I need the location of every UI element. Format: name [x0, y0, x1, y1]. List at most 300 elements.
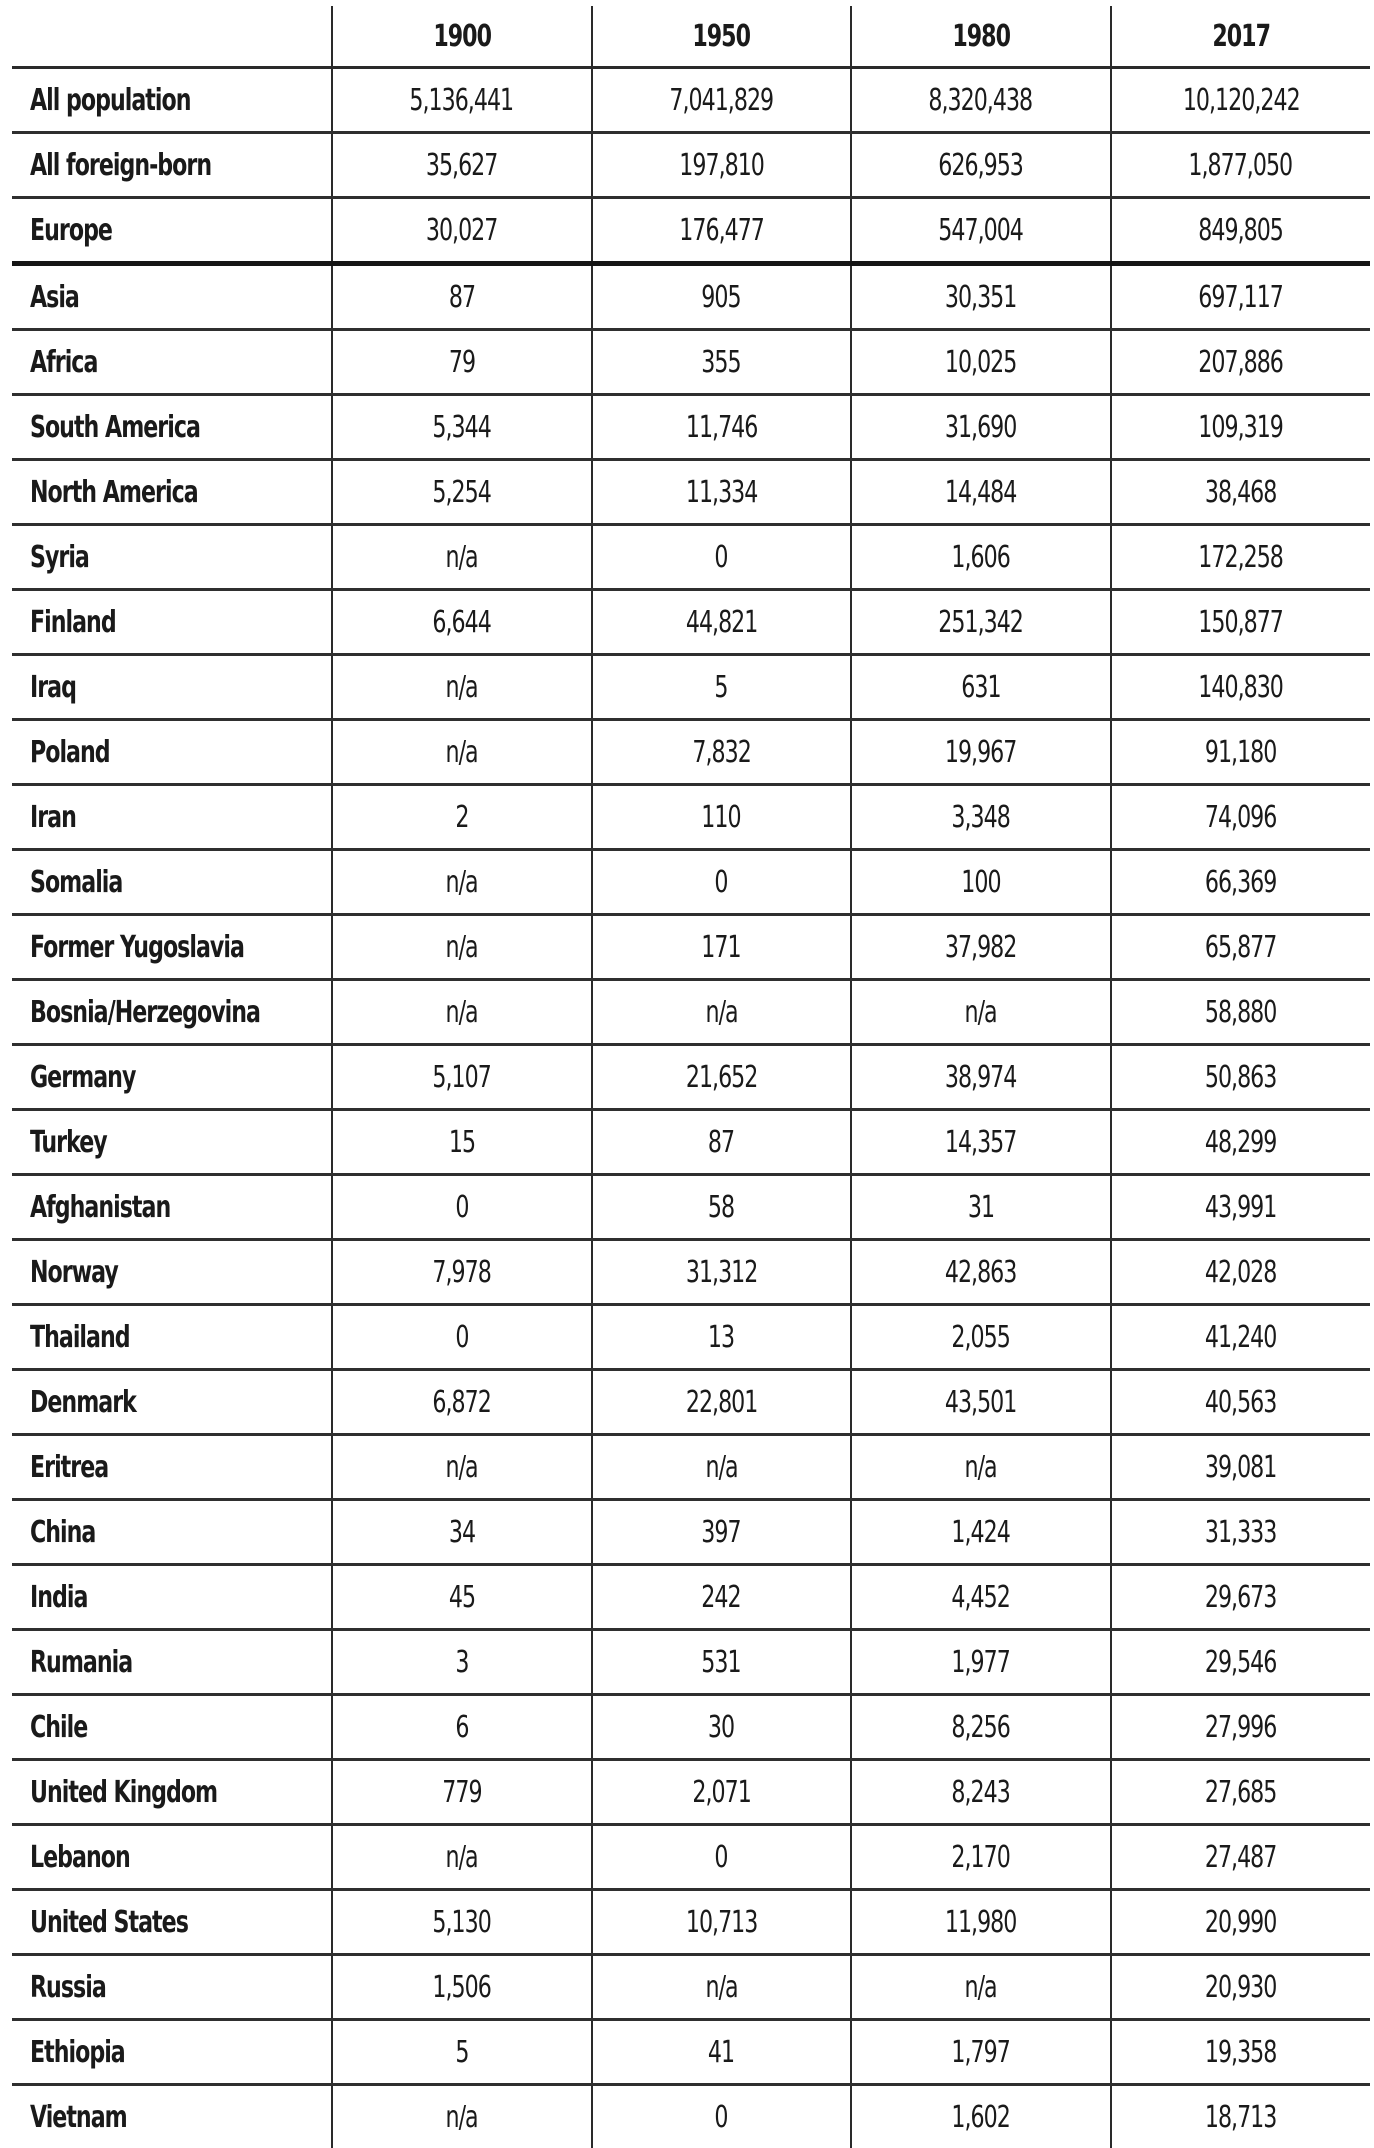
value-cell-2017 — [1111, 1760, 1371, 1825]
cell-value: 0 — [455, 1190, 468, 1225]
table-row — [12, 2020, 1370, 2085]
value-cell-1950 — [592, 525, 852, 590]
value-cell-1900 — [332, 330, 592, 395]
cell-value: 11,746 — [685, 410, 757, 445]
cell-value: 10,120,242 — [1182, 83, 1299, 118]
table-row — [12, 1955, 1370, 2020]
table-row — [12, 1045, 1370, 1110]
cell-value: 631 — [961, 670, 1000, 705]
value-cell-2017 — [1111, 1955, 1371, 2020]
table-row — [12, 1435, 1370, 1500]
row-label: Thailand — [30, 1320, 130, 1355]
cell-value: 11,980 — [945, 1905, 1017, 1940]
cell-value: 5 — [715, 670, 728, 705]
value-cell-1900 — [332, 1630, 592, 1695]
cell-value: 0 — [455, 1320, 468, 1355]
value-cell-1950 — [592, 1630, 852, 1695]
value-cell-1900 — [332, 915, 592, 980]
cell-value: 42,863 — [945, 1255, 1017, 1290]
cell-value: 2,071 — [692, 1775, 750, 1810]
value-cell-2017 — [1111, 68, 1371, 133]
value-cell-2017 — [1111, 2020, 1371, 2085]
cell-value: 41 — [708, 2035, 734, 2070]
cell-value: 197,810 — [679, 148, 764, 183]
cell-value: 1,602 — [952, 2100, 1010, 2135]
value-cell-1900 — [332, 525, 592, 590]
cell-value: 3,348 — [952, 800, 1010, 835]
cell-value: 31,312 — [685, 1255, 757, 1290]
cell-value: 13 — [708, 1320, 734, 1355]
row-label-cell — [12, 1695, 332, 1760]
row-label-cell — [12, 1955, 332, 2020]
cell-value: n/a — [705, 1970, 737, 2005]
value-cell-1900 — [332, 785, 592, 850]
value-cell-1980 — [851, 1565, 1111, 1630]
value-cell-1900 — [332, 2020, 592, 2085]
cell-value: 355 — [702, 345, 741, 380]
cell-value: 11,334 — [685, 475, 757, 510]
row-label: Rumania — [30, 1645, 132, 1680]
row-label-cell — [12, 1565, 332, 1630]
column-header-label: 2017 — [1212, 19, 1270, 54]
cell-value: 2 — [455, 800, 468, 835]
value-cell-1980 — [851, 915, 1111, 980]
cell-value: 91,180 — [1205, 735, 1277, 770]
row-label-cell — [12, 525, 332, 590]
cell-value: 5,130 — [433, 1905, 491, 1940]
cell-value: 140,830 — [1198, 670, 1283, 705]
cell-value: 2,055 — [952, 1320, 1010, 1355]
column-header-label: 1980 — [952, 19, 1010, 54]
cell-value: 6 — [455, 1710, 468, 1745]
row-label-cell — [12, 460, 332, 525]
column-header-label: 1900 — [433, 19, 491, 54]
value-cell-1980 — [851, 590, 1111, 655]
table-row — [12, 1240, 1370, 1305]
cell-value: n/a — [446, 1450, 478, 1485]
cell-value: 10,025 — [945, 345, 1017, 380]
cell-value: 27,685 — [1205, 1775, 1277, 1810]
value-cell-1950 — [592, 395, 852, 460]
cell-value: 18,713 — [1205, 2100, 1277, 2135]
cell-value: 0 — [715, 540, 728, 575]
row-label-cell — [12, 1890, 332, 1955]
cell-value: 7,978 — [433, 1255, 491, 1290]
value-cell-2017 — [1111, 133, 1371, 198]
cell-value: 38,468 — [1205, 475, 1277, 510]
row-label: United States — [30, 1905, 188, 1940]
cell-value: 849,805 — [1198, 213, 1283, 248]
row-label: Asia — [30, 280, 79, 315]
row-label-cell — [12, 133, 332, 198]
cell-value: 58 — [708, 1190, 734, 1225]
row-label-cell — [12, 850, 332, 915]
cell-value: 66,369 — [1205, 865, 1277, 900]
value-cell-1950 — [592, 1760, 852, 1825]
cell-value: 29,546 — [1205, 1645, 1277, 1680]
cell-value: 20,990 — [1205, 1905, 1277, 1940]
value-cell-2017 — [1111, 1045, 1371, 1110]
cell-value: 31,333 — [1205, 1515, 1277, 1550]
cell-value: 0 — [715, 865, 728, 900]
table-row — [12, 395, 1370, 460]
header-corner-cell — [12, 6, 332, 68]
value-cell-2017 — [1111, 460, 1371, 525]
cell-value: 87 — [449, 280, 475, 315]
value-cell-1980 — [851, 525, 1111, 590]
column-header-label: 1950 — [692, 19, 750, 54]
cell-value: 0 — [715, 2100, 728, 2135]
cell-value: 100 — [961, 865, 1000, 900]
value-cell-1980 — [851, 1890, 1111, 1955]
row-label: Iran — [30, 800, 76, 835]
row-label: Eritrea — [30, 1450, 108, 1485]
row-label-cell — [12, 980, 332, 1045]
row-label-cell — [12, 720, 332, 785]
cell-value: 697,117 — [1198, 280, 1283, 315]
value-cell-1980 — [851, 1630, 1111, 1695]
value-cell-2017 — [1111, 1500, 1371, 1565]
value-cell-1950 — [592, 68, 852, 133]
value-cell-1950 — [592, 460, 852, 525]
cell-value: 34 — [449, 1515, 475, 1550]
value-cell-1900 — [332, 980, 592, 1045]
cell-value: 1,797 — [952, 2035, 1010, 2070]
cell-value: 7,041,829 — [669, 83, 773, 118]
cell-value: n/a — [965, 1970, 997, 2005]
row-label: Syria — [30, 540, 89, 575]
value-cell-1900 — [332, 1955, 592, 2020]
row-label: South America — [30, 410, 200, 445]
cell-value: n/a — [446, 865, 478, 900]
table-row — [12, 1565, 1370, 1630]
cell-value: 207,886 — [1198, 345, 1283, 380]
value-cell-1950 — [592, 1370, 852, 1435]
row-label: China — [30, 1515, 95, 1550]
row-label-cell — [12, 1435, 332, 1500]
table-row — [12, 1630, 1370, 1695]
cell-value: 779 — [442, 1775, 481, 1810]
value-cell-1900 — [332, 720, 592, 785]
cell-value: 8,243 — [952, 1775, 1010, 1810]
cell-value: 30 — [708, 1710, 734, 1745]
cell-value: 171 — [702, 930, 741, 965]
cell-value: 1,606 — [952, 540, 1010, 575]
row-label: Germany — [30, 1060, 135, 1095]
value-cell-1980 — [851, 2085, 1111, 2148]
cell-value: 40,563 — [1205, 1385, 1277, 1420]
foreign-born-population-table — [12, 6, 1370, 2148]
table-row — [12, 1825, 1370, 1890]
table-row — [12, 460, 1370, 525]
cell-value: 7,832 — [692, 735, 750, 770]
table-row — [12, 1305, 1370, 1370]
cell-value: 31 — [968, 1190, 994, 1225]
cell-value: 6,644 — [433, 605, 491, 640]
value-cell-1980 — [851, 1760, 1111, 1825]
value-cell-1900 — [332, 68, 592, 133]
cell-value: n/a — [446, 2100, 478, 2135]
value-cell-2017 — [1111, 264, 1371, 330]
cell-value: 27,996 — [1205, 1710, 1277, 1745]
cell-value: 2,170 — [952, 1840, 1010, 1875]
cell-value: 31,690 — [945, 410, 1017, 445]
cell-value: 172,258 — [1198, 540, 1283, 575]
row-label: Norway — [30, 1255, 118, 1290]
value-cell-1900 — [332, 1110, 592, 1175]
cell-value: 42,028 — [1205, 1255, 1277, 1290]
cell-value: 626,953 — [938, 148, 1023, 183]
value-cell-1900 — [332, 1565, 592, 1630]
value-cell-1980 — [851, 655, 1111, 720]
cell-value: 1,424 — [952, 1515, 1010, 1550]
value-cell-1950 — [592, 330, 852, 395]
value-cell-1980 — [851, 1955, 1111, 2020]
table-row — [12, 785, 1370, 850]
row-label: Denmark — [30, 1385, 136, 1420]
value-cell-2017 — [1111, 1825, 1371, 1890]
cell-value: n/a — [446, 1840, 478, 1875]
row-label-cell — [12, 785, 332, 850]
cell-value: 30,027 — [426, 213, 498, 248]
row-label: Somalia — [30, 865, 122, 900]
row-label: All foreign-born — [30, 148, 211, 183]
value-cell-1900 — [332, 460, 592, 525]
value-cell-1900 — [332, 1370, 592, 1435]
value-cell-1980 — [851, 1045, 1111, 1110]
row-label: Vietnam — [30, 2100, 127, 2135]
cell-value: 37,982 — [945, 930, 1017, 965]
row-label-cell — [12, 68, 332, 133]
value-cell-1900 — [332, 1695, 592, 1760]
cell-value: 79 — [449, 345, 475, 380]
value-cell-1950 — [592, 1110, 852, 1175]
row-label: North America — [30, 475, 198, 510]
value-cell-2017 — [1111, 2085, 1371, 2148]
value-cell-2017 — [1111, 1890, 1371, 1955]
row-label-cell — [12, 264, 332, 330]
value-cell-1980 — [851, 785, 1111, 850]
cell-value: 531 — [702, 1645, 741, 1680]
value-cell-1980 — [851, 1175, 1111, 1240]
cell-value: 1,877,050 — [1189, 148, 1293, 183]
value-cell-2017 — [1111, 655, 1371, 720]
column-header-1950 — [592, 6, 852, 68]
value-cell-1900 — [332, 133, 592, 198]
value-cell-1950 — [592, 133, 852, 198]
value-cell-2017 — [1111, 1370, 1371, 1435]
cell-value: n/a — [705, 995, 737, 1030]
row-label: India — [30, 1580, 87, 1615]
value-cell-1980 — [851, 980, 1111, 1045]
cell-value: n/a — [965, 995, 997, 1030]
value-cell-1950 — [592, 1175, 852, 1240]
table-row — [12, 655, 1370, 720]
value-cell-1980 — [851, 68, 1111, 133]
value-cell-1980 — [851, 2020, 1111, 2085]
cell-value: 38,974 — [945, 1060, 1017, 1095]
value-cell-2017 — [1111, 198, 1371, 264]
value-cell-1950 — [592, 1240, 852, 1305]
row-label: Europe — [30, 213, 112, 248]
value-cell-1980 — [851, 330, 1111, 395]
cell-value: 251,342 — [938, 605, 1023, 640]
cell-value: 87 — [708, 1125, 734, 1160]
cell-value: 5,344 — [433, 410, 491, 445]
cell-value: 30,351 — [945, 280, 1017, 315]
value-cell-1950 — [592, 1500, 852, 1565]
table-row — [12, 590, 1370, 655]
value-cell-1900 — [332, 1760, 592, 1825]
row-label: Poland — [30, 735, 110, 770]
value-cell-2017 — [1111, 1630, 1371, 1695]
row-label-cell — [12, 590, 332, 655]
value-cell-2017 — [1111, 915, 1371, 980]
value-cell-1980 — [851, 460, 1111, 525]
cell-value: 22,801 — [685, 1385, 757, 1420]
population-table-container — [12, 6, 1370, 2148]
value-cell-1980 — [851, 1500, 1111, 1565]
column-header-1900 — [332, 6, 592, 68]
cell-value: 150,877 — [1198, 605, 1283, 640]
row-label-cell — [12, 915, 332, 980]
row-label-cell — [12, 1370, 332, 1435]
value-cell-2017 — [1111, 1565, 1371, 1630]
row-label: Former Yugoslavia — [30, 930, 244, 965]
row-label-cell — [12, 1240, 332, 1305]
value-cell-1950 — [592, 720, 852, 785]
cell-value: 41,240 — [1205, 1320, 1277, 1355]
cell-value: 20,930 — [1205, 1970, 1277, 2005]
value-cell-1950 — [592, 850, 852, 915]
value-cell-1980 — [851, 264, 1111, 330]
row-label-cell — [12, 2085, 332, 2148]
value-cell-1900 — [332, 395, 592, 460]
cell-value: 547,004 — [938, 213, 1023, 248]
table-body — [12, 68, 1370, 2148]
row-label: Africa — [30, 345, 97, 380]
value-cell-1900 — [332, 1435, 592, 1500]
value-cell-1950 — [592, 2085, 852, 2148]
value-cell-1900 — [332, 264, 592, 330]
table-row — [12, 1500, 1370, 1565]
cell-value: 50,863 — [1205, 1060, 1277, 1095]
value-cell-2017 — [1111, 1175, 1371, 1240]
row-label-cell — [12, 1630, 332, 1695]
row-label-cell — [12, 1305, 332, 1370]
value-cell-2017 — [1111, 1435, 1371, 1500]
cell-value: 15 — [449, 1125, 475, 1160]
value-cell-1950 — [592, 1305, 852, 1370]
row-label: Ethiopia — [30, 2035, 125, 2070]
table-row — [12, 1110, 1370, 1175]
value-cell-2017 — [1111, 1695, 1371, 1760]
value-cell-2017 — [1111, 980, 1371, 1045]
value-cell-2017 — [1111, 590, 1371, 655]
value-cell-1980 — [851, 1110, 1111, 1175]
cell-value: 65,877 — [1205, 930, 1277, 965]
cell-value: 39,081 — [1205, 1450, 1277, 1485]
cell-value: 29,673 — [1205, 1580, 1277, 1615]
row-label-cell — [12, 1500, 332, 1565]
value-cell-2017 — [1111, 850, 1371, 915]
value-cell-1950 — [592, 980, 852, 1045]
cell-value: 905 — [702, 280, 741, 315]
table-header — [12, 6, 1370, 68]
table-row — [12, 330, 1370, 395]
row-label-cell — [12, 1045, 332, 1110]
cell-value: 242 — [702, 1580, 741, 1615]
cell-value: 110 — [702, 800, 741, 835]
row-label: All population — [30, 83, 191, 118]
table-row — [12, 915, 1370, 980]
row-label-cell — [12, 330, 332, 395]
value-cell-1980 — [851, 395, 1111, 460]
cell-value: 4,452 — [952, 1580, 1010, 1615]
cell-value: 8,256 — [952, 1710, 1010, 1745]
row-label: Russia — [30, 1970, 106, 2005]
table-row — [12, 68, 1370, 133]
table-row — [12, 133, 1370, 198]
cell-value: 19,358 — [1205, 2035, 1277, 2070]
column-header-1980 — [851, 6, 1111, 68]
row-label: United Kingdom — [30, 1775, 217, 1810]
cell-value: 43,991 — [1205, 1190, 1277, 1225]
cell-value: n/a — [446, 930, 478, 965]
value-cell-1950 — [592, 590, 852, 655]
value-cell-1950 — [592, 198, 852, 264]
row-label: Turkey — [30, 1125, 107, 1160]
header-row — [12, 6, 1370, 68]
cell-value: 5 — [455, 2035, 468, 2070]
cell-value: 6,872 — [433, 1385, 491, 1420]
value-cell-2017 — [1111, 720, 1371, 785]
value-cell-1980 — [851, 133, 1111, 198]
cell-value: 74,096 — [1205, 800, 1277, 835]
value-cell-1980 — [851, 1435, 1111, 1500]
value-cell-1950 — [592, 2020, 852, 2085]
cell-value: 176,477 — [679, 213, 764, 248]
cell-value: 1,506 — [433, 1970, 491, 2005]
value-cell-1900 — [332, 1890, 592, 1955]
cell-value: 1,977 — [952, 1645, 1010, 1680]
cell-value: 43,501 — [945, 1385, 1017, 1420]
value-cell-1980 — [851, 198, 1111, 264]
value-cell-2017 — [1111, 1240, 1371, 1305]
value-cell-1950 — [592, 1955, 852, 2020]
value-cell-1900 — [332, 2085, 592, 2148]
value-cell-1900 — [332, 655, 592, 720]
value-cell-2017 — [1111, 785, 1371, 850]
table-row — [12, 850, 1370, 915]
value-cell-1900 — [332, 198, 592, 264]
cell-value: 5,254 — [433, 475, 491, 510]
row-label-cell — [12, 2020, 332, 2085]
cell-value: n/a — [965, 1450, 997, 1485]
value-cell-1900 — [332, 1045, 592, 1110]
value-cell-1980 — [851, 1695, 1111, 1760]
cell-value: 35,627 — [426, 148, 498, 183]
cell-value: n/a — [446, 540, 478, 575]
value-cell-1900 — [332, 1175, 592, 1240]
table-row — [12, 1760, 1370, 1825]
row-label: Chile — [30, 1710, 87, 1745]
row-label-cell — [12, 1825, 332, 1890]
value-cell-1900 — [332, 850, 592, 915]
row-label-cell — [12, 1760, 332, 1825]
row-label-cell — [12, 198, 332, 264]
value-cell-1980 — [851, 1240, 1111, 1305]
